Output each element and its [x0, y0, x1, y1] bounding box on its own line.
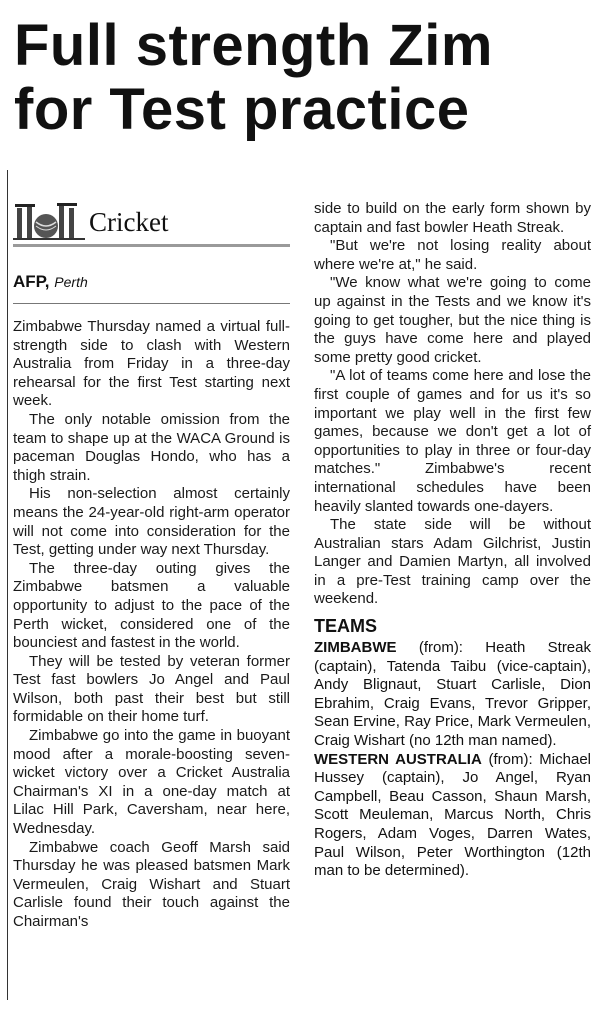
section-label-text: Cricket — [89, 206, 169, 237]
paragraph: "But we're not losing reality about where we're at," he said. — [314, 237, 591, 273]
paragraph: The state side will be without Australian stars Adam Gilchrist, Justin Langer and Damien Martyn, all involved in a pre-Test training camp over the weekend. — [314, 516, 591, 608]
left-column — [13, 200, 290, 932]
headline-line-1: Full strength Zim — [14, 13, 493, 78]
team-wa-name: WESTERN AUSTRALIA — [314, 750, 482, 768]
team-western-australia — [314, 751, 591, 881]
left-margin-rule — [7, 170, 8, 1000]
team-zimbabwe-name: ZIMBABWE — [314, 639, 397, 657]
section-label — [13, 202, 290, 242]
byline-place: Perth — [54, 274, 88, 290]
headline — [14, 14, 599, 142]
paragraph: "A lot of teams come here and lose the first couple of games and for us it's so important we play well in the first few games, because we don't get a lot of opportunities to play in three or four-day matches." Zimbabwe's recent international schedules have been heavily slanted towards one-dayers. — [314, 367, 591, 515]
section-rule — [13, 244, 290, 247]
byline-rule — [13, 303, 290, 304]
cricket-stumps-ball-icon — [13, 202, 85, 242]
paragraph: side to build on the early form shown by captain and fast bowler Heath Streak. — [314, 200, 591, 236]
paragraph: "We know what we're going to come up against in the Tests and we know it's going to get tougher, but the nice thing is the guys have come here and played some pretty good cricket. — [314, 274, 591, 366]
paragraph: The only notable omission from the team to shape up at the WACA Ground is paceman Douglas Hondo, who has a thigh strain. — [13, 410, 290, 484]
paragraph: His non-selection almost certainly means the 24-year-old right-arm operator will not come into consideration for the Test, getting under way next Thursday. — [13, 485, 290, 559]
right-column — [314, 200, 591, 881]
paragraph: Zimbabwe coach Geoff Marsh said Thursday he was pleased batsmen Mark Vermeulen, Craig Wishart and Stuart Carlisle found their touch against the Chairman's — [13, 838, 290, 930]
left-article-text — [13, 318, 290, 932]
right-article-text — [314, 200, 591, 609]
team-zimbabwe-list: (from): Heath Streak (captain), Tatenda Taibu (vice-captain), Andy Blignaut, Stuart Carlisle, Dion Ebrahim, Craig Evans, Trevor Gripper, Sean Ervine, Ray Price, Mark Vermeulen, Craig Wishart (no 12th man named). — [314, 639, 591, 750]
team-zimbabwe — [314, 639, 591, 751]
headline-line-2: for Test practice — [14, 77, 470, 142]
teams-heading: TEAMS — [314, 616, 377, 637]
paragraph: Zimbabwe go into the game in buoyant mood after a morale-boosting seven-wicket victory over a Cricket Australia Chairman's XI in a one-day match at Lilac Hill Park, Caversham, near here, Wednesday. — [13, 727, 290, 838]
byline — [13, 271, 290, 293]
team-wa-list: (from): Michael Hussey (captain), Jo Angel, Ryan Campbell, Beau Casson, Shaun Marsh, Scott Meuleman, Marcus North, Chris Rogers, Adam Voges, Darren Wates, Paul Wilson, Peter Worthington (12th man to be determined). — [314, 750, 591, 880]
paragraph: Zimbabwe Thursday named a virtual full-strength side to clash with Western Australia from Friday in a three-day rehearsal for the first Test starting next week. — [13, 318, 290, 410]
paragraph: They will be tested by veteran former Test fast bowlers Jo Angel and Paul Wilson, both past their best but still formidable on their home turf. — [13, 652, 290, 726]
byline-agency: AFP, — [13, 272, 50, 291]
paragraph: The three-day outing gives the Zimbabwe batsmen a valuable opportunity to adjust to the pace of the Perth wicket, considered one of the bounciest and fastest in the world. — [13, 559, 290, 652]
